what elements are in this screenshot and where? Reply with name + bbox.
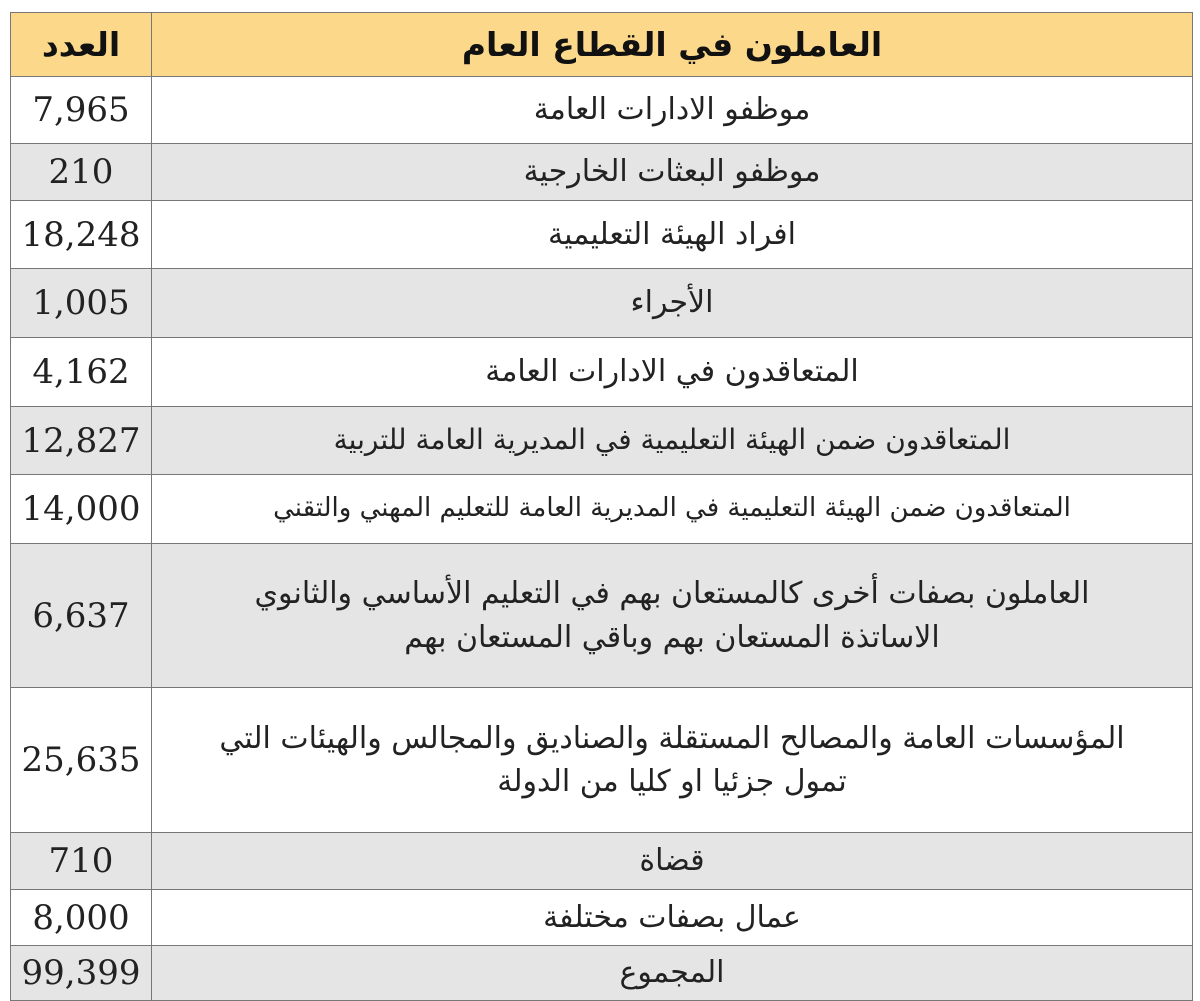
row-label: المتعاقدون في الادارات العامة [152, 338, 1193, 406]
table-row [11, 890, 1193, 946]
row-count: 14,000 [11, 475, 152, 543]
table-row [11, 688, 1193, 833]
row-label: افراد الهيئة التعليمية [152, 201, 1193, 268]
table-row [11, 407, 1193, 475]
table-row [11, 201, 1193, 269]
row-count: 12,827 [11, 407, 152, 474]
table-row [11, 544, 1193, 688]
table-total-row [11, 946, 1193, 1001]
row-count: 4,162 [11, 338, 152, 406]
row-label: موظفو الادارات العامة [152, 77, 1193, 143]
total-label: المجموع [152, 946, 1193, 1000]
row-label: عمال بصفات مختلفة [152, 890, 1193, 945]
row-count: 25,635 [11, 688, 152, 832]
row-label: موظفو البعثات الخارجية [152, 144, 1193, 200]
row-count: 710 [11, 833, 152, 889]
table-row [11, 144, 1193, 201]
row-label: العاملون بصفات أخرى كالمستعان بهم في التعليم الأساسي والثانوي الاساتذة المستعان بهم وباقي المستعان بهم [152, 544, 1193, 687]
row-label: المتعاقدون ضمن الهيئة التعليمية في المديرية العامة للتربية [152, 407, 1193, 474]
public-sector-employees-table [10, 12, 1193, 1001]
row-label: المؤسسات العامة والمصالح المستقلة والصناديق والمجالس والهيئات التي تمول جزئيا او كليا من الدولة [152, 688, 1193, 832]
row-count: 7,965 [11, 77, 152, 143]
row-count: 8,000 [11, 890, 152, 945]
count-column-header: العدد [11, 13, 152, 76]
table-row [11, 269, 1193, 338]
table-row [11, 77, 1193, 144]
table-row [11, 833, 1193, 890]
row-count: 1,005 [11, 269, 152, 337]
table-header-row [11, 13, 1193, 77]
row-count: 6,637 [11, 544, 152, 687]
row-count: 210 [11, 144, 152, 200]
row-label: قضاة [152, 833, 1193, 889]
row-label: الأجراء [152, 269, 1193, 337]
table-row [11, 475, 1193, 544]
row-count: 18,248 [11, 201, 152, 268]
total-count: 99,399 [11, 946, 152, 1000]
category-column-header: العاملون في القطاع العام [152, 13, 1193, 76]
table-row [11, 338, 1193, 407]
row-label: المتعاقدون ضمن الهيئة التعليمية في المديرية العامة للتعليم المهني والتقني [152, 475, 1193, 543]
